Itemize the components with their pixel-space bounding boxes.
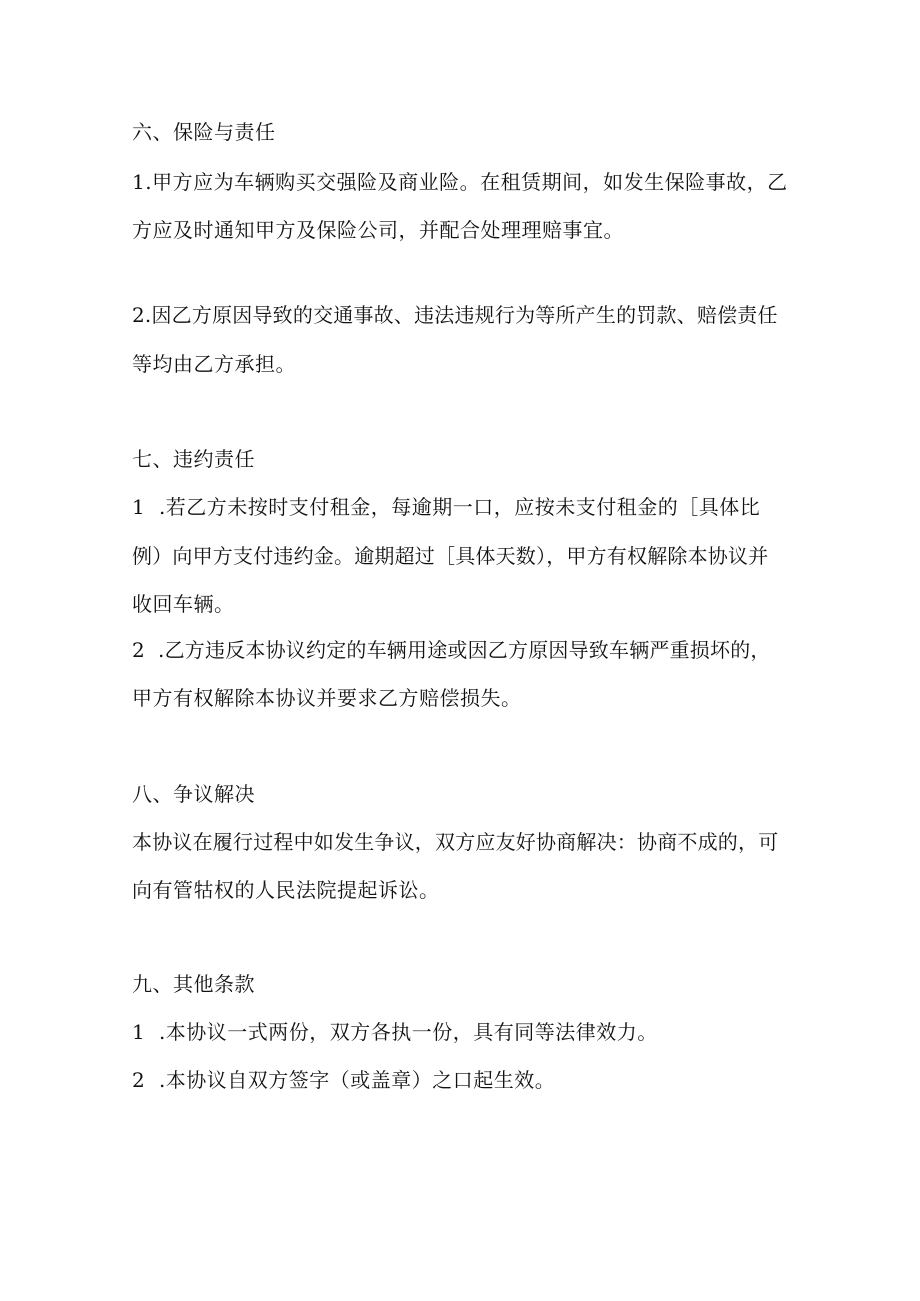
clause-7-2-line-2: 甲方有权解除本协议并要求乙方赔偿损失。 xyxy=(132,686,522,710)
section-heading-insurance: 六、保险与责任 xyxy=(132,120,276,144)
section-heading-breach: 七、违约责任 xyxy=(132,447,255,471)
clause-6-2-line-2: 等均由乙方承担。 xyxy=(132,352,296,376)
clause-6-1-line-2: 方应及时通知甲方及保险公司，并配合处理理赔事宜。 xyxy=(132,218,624,242)
clause-8-line-1: 本协议在履行过程中如发生争议，双方应友好协商解决：协商不成的，可 xyxy=(132,830,779,854)
clause-9-2-line-1: 2 .本协议自双方签字（或盖章）之口起生效。 xyxy=(132,1068,556,1092)
clause-8-line-2: 向有管牯权的人民法院提起诉讼。 xyxy=(132,878,440,902)
clause-7-1-line-3: 收回车辆。 xyxy=(132,592,235,616)
section-heading-dispute: 八、争议解决 xyxy=(132,782,255,806)
clause-9-1-line-1: 1 .本协议一式两份，双方各执一份，具有同等法律效力。 xyxy=(132,1020,658,1044)
clause-7-2-line-1: 2 .乙方违反本协议约定的车辆用途或因乙方原因导致车辆严重损坏的， xyxy=(132,638,771,662)
clause-7-1-line-1: 1 .若乙方未按时支付租金，每逾期一口，应按未支付租金的［具体比 xyxy=(132,495,761,519)
clause-7-1-line-2: 例）向甲方支付违约金。逾期超过［具体天数），甲方有权解除本协议并 xyxy=(132,544,769,568)
clause-6-1-line-1: 1.甲方应为车辆购买交强险及商业险。在租赁期间，如发生保险事故，乙 xyxy=(132,170,788,194)
section-heading-other: 九、其他条款 xyxy=(132,972,255,996)
clause-6-2-line-1: 2.因乙方原因导致的交通事故、违法违规行为等所产生的罚款、赔偿责任 xyxy=(132,303,778,327)
